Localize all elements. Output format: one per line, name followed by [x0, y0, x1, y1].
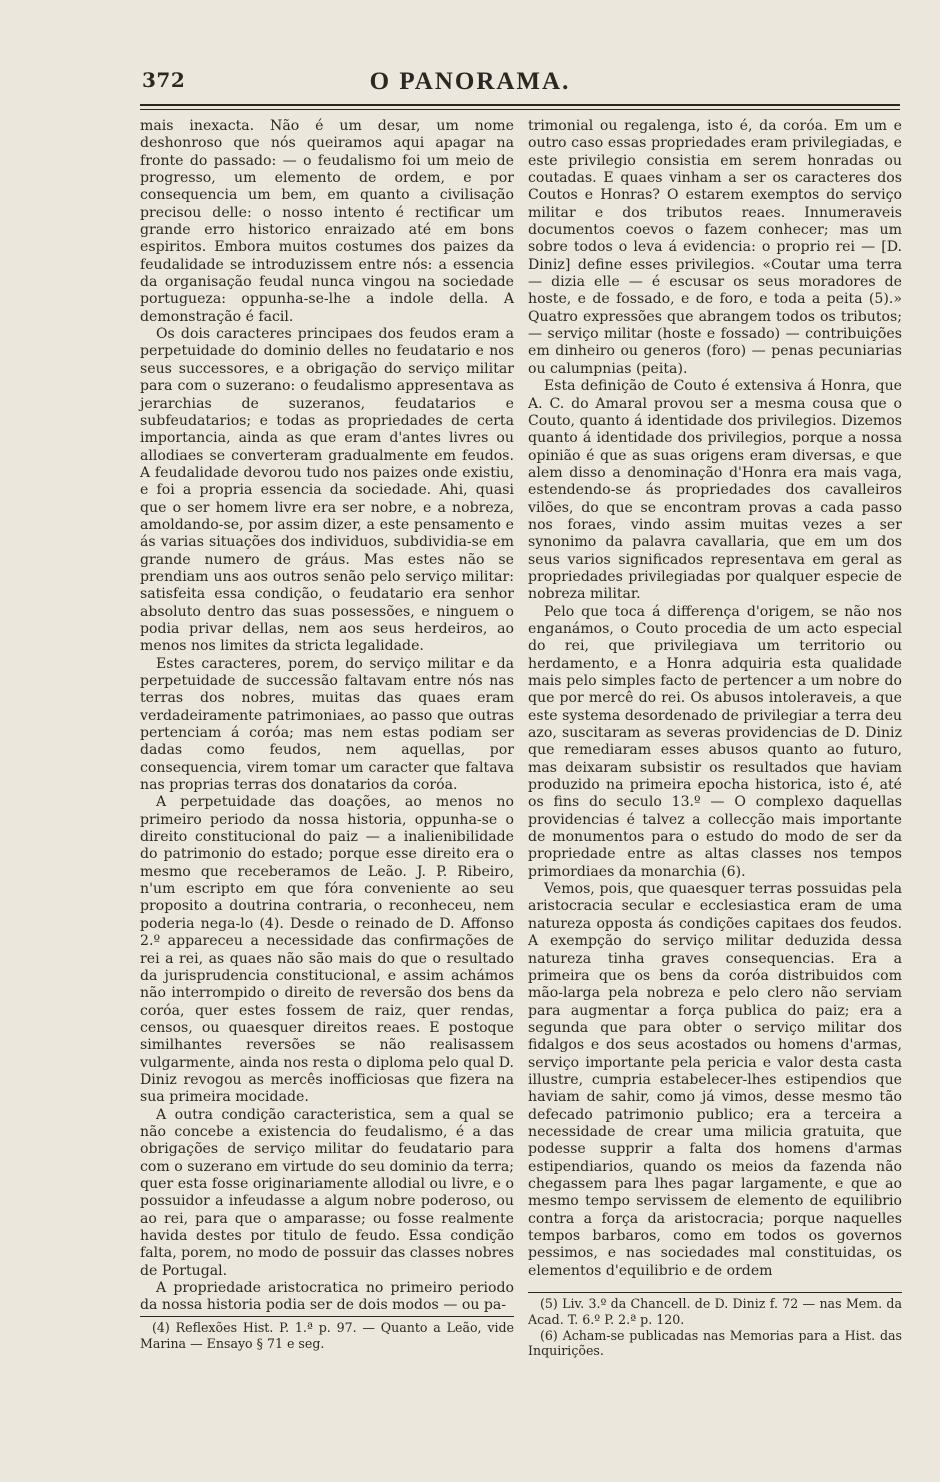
right-column: [528, 118, 902, 1280]
header-rule-thick: [140, 104, 900, 106]
footnote-rule-left: [140, 1316, 514, 1317]
header-rule-thin: [140, 109, 900, 110]
paragraph: trimonial ou regalenga, isto é, da coróa. Em um e outro caso essas propriedades eram privilegiadas, e este privilegio consistia em serem honradas ou coutadas. E quaes vinham a ser os caracteres dos Coutos e Honras? O estarem exemptos do serviço militar e dos tributos reaes. Innumeraveis documentos coevos o fazem conhecer; mas um sobre todos o leva á evidencia: o proprio rei — [D. Diniz] define esses privilegios. «Coutar uma terra — dizia elle — é escusar os seus moradores de hoste, e de fossado, e de foro, e toda a peita (5).» Quatro expressões que abrangem todos os tributos; — serviço militar (hoste e fossado) — contribuições em dinheiro ou generos (foro) — penas pecuniarias ou calumpnias (peita).: [528, 118, 902, 377]
footnote-rule-right: [528, 1292, 902, 1293]
paragraph: A outra condição caracteristica, sem a qual se não concebe a existencia do feudalismo, é a das obrigações de serviço militar do feudatario para com o suzerano em virtude do seu dominio da terra; quer esta fosse originariamente allodial ou livre, e o possuidor a infeudasse a algum nobre poderoso, ou ao rei, para que o amparasse; ou fosse realmente havida destes por titulo de feudo. Essa condição falta, porem, no modo de possuir das classes nobres de Portugal.: [140, 1106, 515, 1279]
paragraph: A perpetuidade das doações, ao menos no primeiro periodo da nossa historia, oppunha-se o direito constitucional do paiz — a inalienibilidade do patrimonio do estado; porque esse direito era o mesmo que receberamos de Leão. J. P. Ribeiro, n'um escripto em que fóra conveniente ao seu proposito a doutrina contraria, o reconheceu, nem poderia nega-lo (4). Desde o reinado de D. Affonso 2.º appareceu a necessidade das confirmações de rei a rei, as quaes não são mais do que o resultado da jurisprudencia constitucional, e assim achámos não interrompido o direito de reversão dos bens da coróa, quer estes fossem de raiz, quer rendas, censos, ou quaesquer direitos reaes. E postoque similhantes reversões se não realisassem vulgarmente, ainda nos resta o diploma pelo qual D. Diniz revogou as mercês inofficiosas que fizera na sua primeira mocidade.: [140, 794, 514, 1106]
paragraph: Esta definição de Couto é extensiva á Honra, que A. C. do Amaral provou ser a mesma cousa que o Couto, quanto á identidade dos privilegios. Dizemos quanto á identidade dos privilegios, porque a nossa opinião é que as suas origens eram diversas, e que alem disso a denominação d'Honra era mais vaga, estendendo-se ás propriedades dos cavalleiros vilões, do que se encontram provas a cada passo nos foraes, vindo assim muitas vezes a ser synonimo da palavra cavallaria, que em um dos seus varios significados representava em geral as propriedades privilegiadas por qualquer especie de nobreza militar.: [528, 378, 902, 603]
page-number: 372: [142, 68, 186, 92]
paragraph: Pelo que toca á differença d'origem, se não nos enganámos, o Couto procedia de um acto especial do rei, que privilegiava um territorio ou herdamento, e a Honra adquiria esta qualidade mais pelo simples facto de pertencer a um nobre do que por mercê do rei. Os abusos intoleraveis, a que este systema desordenado de privilegiar a terra deu azo, suscitaram as severas providencias de D. Diniz que remediaram esses abusos quanto ao futuro, mas deixaram subsistir os resultados que haviam produzido na primeira epocha historica, isto é, até os fins do seculo 13.º — O complexo daquellas providencias é talvez a collecção mais importante de monumentos para o estudo do modo de ser da propriedade entre as altas classes nos tempos primordiaes da monarchia (6).: [528, 603, 902, 880]
paragraph: Estes caracteres, porem, do serviço militar e da perpetuidade de successão faltavam entre nós nas terras dos nobres, muitas das quaes eram verdadeiramente patrimoniaes, ao passo que outras pertenciam á coróa; mas nem estas podiam ser dadas como feudos, nem aquellas, por consequencia, virem tomar um caracter que faltava nas proprias terras dos donatarios da coróa.: [140, 655, 514, 794]
left-column: [140, 118, 514, 1315]
footnote: (6) Acham-se publicadas nas Memorias para a Hist. das Inquirições.: [528, 1327, 902, 1359]
footnotes-right: [528, 1296, 902, 1359]
paragraph: mais inexacta. Não é um desar, um nome deshonroso que nós queiramos aqui apagar na fronte do passado: — o feudalismo foi um meio de progresso, um elemento de ordem, e por consequencia um bem, em quanto a civilisação precisou delle: o nosso intento é rectificar um grande erro historico enraizado até em bons espiritos. Embora muitos costumes dos paizes da feudalidade se introduzissem entre nós: a essencia da organisação feudal nunca vingou na sociedade portugueza: oppunha-se-lhe a indole della. A demonstração é facil.: [140, 118, 514, 325]
page-title: O PANORAMA.: [369, 68, 571, 95]
footnotes-left: [140, 1320, 514, 1352]
paragraph: A propriedade aristocratica no primeiro periodo da nossa historia podia ser de dois modos — ou pa-: [140, 1280, 514, 1314]
footnote: (4) Reflexões Hist. P. 1.ª p. 97. — Quanto a Leão, vide Marina — Ensayo § 71 e seg.: [140, 1320, 514, 1351]
footnote: (5) Liv. 3.º da Chancell. de D. Diniz f. 72 — nas Mem. da Acad. T. 6.º P. 2.ª p. 120.: [528, 1296, 902, 1327]
paragraph: Vemos, pois, que quaesquer terras possuidas pela aristocracia secular e ecclesiastica eram de uma natureza opposta ás condições capitaes dos feudos. A exempção do serviço militar deduzida dessa natureza tinha graves consequencias. Era a primeira que os bens da coróa distribuidos com mão-larga pela nobreza e pelo clero não serviam para augmentar a força publica do paiz; era a segunda que para obter o serviço militar dos fidalgos e dos seus acostados ou homens d'armas, serviço importante pela pericia e valor desta casta illustre, cumpria estabelecer-lhes estipendios que haviam de sahir, como já vimos, desse mesmo tão defecado patrimonio publico; era a terceira a necessidade de crear uma milicia gratuita, que podesse supprir a falta dos homens d'armas estipendiarios, quando os meios da fazenda não chegassem para lhes pagar largamente, e que ao mesmo tempo servissem de elemento de equilibrio contra a força da aristocracia; porque naquelles tempos barbaros, como em todos os governos pessimos, e nas sociedades mal constituidas, os elementos d'equilibrio e de ordem: [528, 881, 902, 1279]
paragraph: Os dois caracteres principaes dos feudos eram a perpetuidade do dominio delles no feudatario e nos seus successores, e a obrigação do serviço militar para com o suzerano: o feudalismo appresentava as jerarchias de suzeranos, feudatarios e subfeudatarios; e todas as propriedades de certa importancia, ainda as que eram d'antes livres ou allodiaes se converteram gradualmente em feudos. A feudalidade devorou tudo nos paizes onde existiu, e foi a propria essencia da sociedade. Ahi, quasi que o ser homem livre era ser nobre, e a nobreza, amoldando-se, por assim dizer, a este pensamento e ás varias situações dos individuos, subdividia-se em grande numero de gráus. Mas estes não se prendiam uns aos outros senão pelo serviço militar: satisfeita essa condição, o feudatario era senhor absoluto dentro das suas possessões, e ninguem o podia privar dellas, nem aos seus herdeiros, ao menos nos limites da stricta legalidade.: [140, 326, 514, 655]
